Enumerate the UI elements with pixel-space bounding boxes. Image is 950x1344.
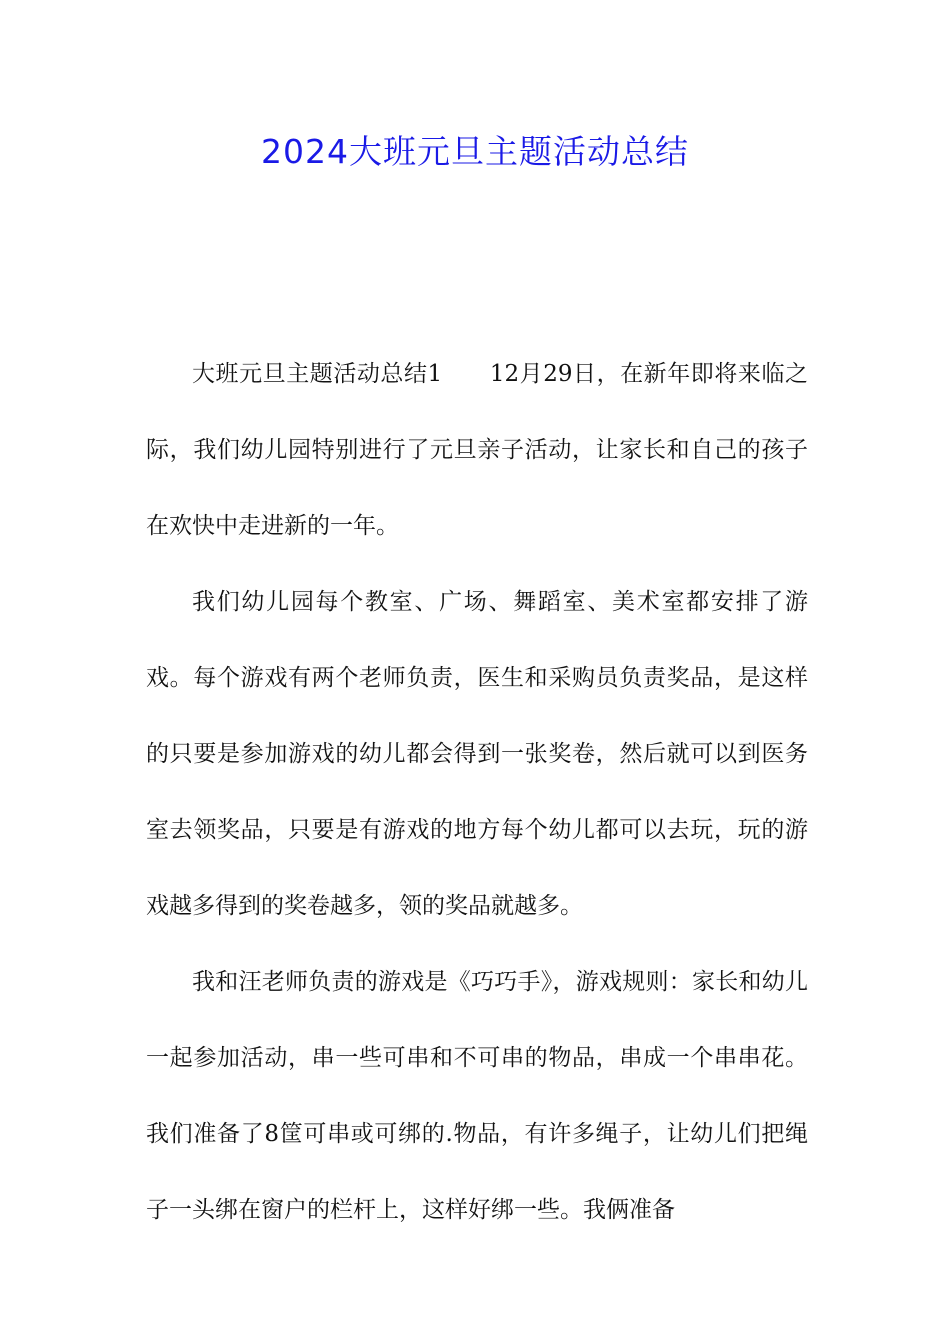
- document-body: [146, 336, 808, 1248]
- paragraph-3: 我和汪老师负责的游戏是《巧巧手》，游戏规则：家长和幼儿一起参加活动，串一些可串和不可串的物品，串成一个串串花。我们准备了8筐可串或可绑的.物品，有许多绳子，让幼儿们把绳子一头绑在窗户的栏杆上，这样好绑一些。我俩准备: [146, 969, 808, 1223]
- paragraph-2: 我们幼儿园每个教室、广场、舞蹈室、美术室都安排了游戏。每个游戏有两个老师负责，医生和采购员负责奖品，是这样的只要是参加游戏的幼儿都会得到一张奖卷，然后就可以到医务室去领奖品，只要是有游戏的地方每个幼儿都可以去玩，玩的游戏越多得到的奖卷越多，领的奖品就越多。: [146, 589, 808, 919]
- paragraph-1: 大班元旦主题活动总结1 12月29日，在新年即将来临之际，我们幼儿园特别进行了元旦亲子活动，让家长和自己的孩子在欢快中走进新的一年。: [146, 361, 808, 539]
- document-title: 2024大班元旦主题活动总结: [261, 132, 689, 171]
